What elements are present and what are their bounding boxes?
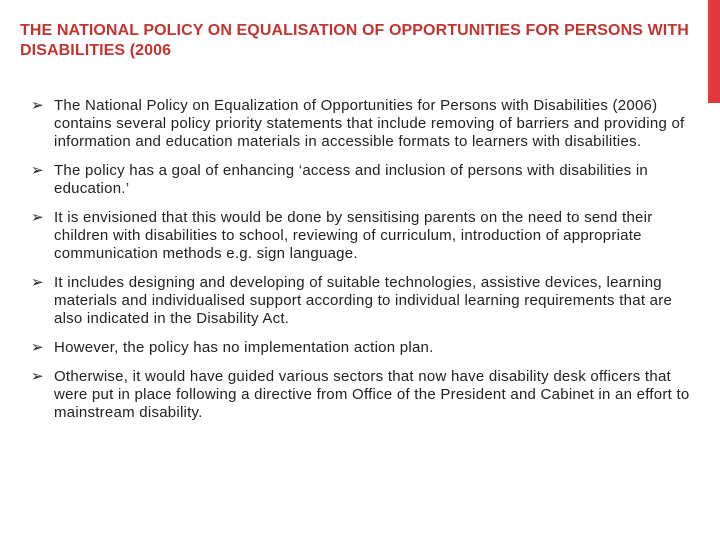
arrowhead-bullet-icon: ➢ <box>31 209 44 226</box>
bullet-text: The National Policy on Equalization of Opportunities for Persons with Disabilities (2006) contains several policy priority statements that include removing of barriers and providing of information and education materials in accessible formats to learners with disabilities. <box>54 97 685 150</box>
bullet-item <box>31 368 693 422</box>
arrowhead-bullet-icon: ➢ <box>31 97 44 114</box>
bullet-item <box>31 162 693 198</box>
bullet-text: The policy has a goal of enhancing ‘access and inclusion of persons with disabilities in education.’ <box>54 162 648 197</box>
bullet-text: It is envisioned that this would be done by sensitising parents on the need to send their children with disabilities to school, reviewing of curriculum, introduction of appropriate communication methods e.g. sign language. <box>54 209 653 262</box>
bullet-item <box>31 209 693 263</box>
bullet-text: It includes designing and developing of suitable technologies, assistive devices, learning materials and individualised support according to individual learning requirements that are also indicated in the Disability Act. <box>54 274 673 327</box>
slide-title: THE NATIONAL POLICY ON EQUALISATION OF OPPORTUNITIES FOR PERSONS WITH DISABILITIES (2006 <box>20 22 689 59</box>
bullet-text: Otherwise, it would have guided various sectors that now have disability desk officers that were put in place following a directive from Office of the President and Cabinet in an effort to mainstream disability. <box>54 368 690 421</box>
arrowhead-bullet-icon: ➢ <box>31 368 44 385</box>
bullet-item <box>31 274 693 328</box>
accent-bar <box>708 0 720 103</box>
bullet-list <box>31 97 693 433</box>
arrowhead-bullet-icon: ➢ <box>31 339 44 356</box>
bullet-item <box>31 97 693 151</box>
arrowhead-bullet-icon: ➢ <box>31 274 44 291</box>
bullet-text: However, the policy has no implementation action plan. <box>54 339 434 356</box>
bullet-item <box>31 339 693 357</box>
arrowhead-bullet-icon: ➢ <box>31 162 44 179</box>
